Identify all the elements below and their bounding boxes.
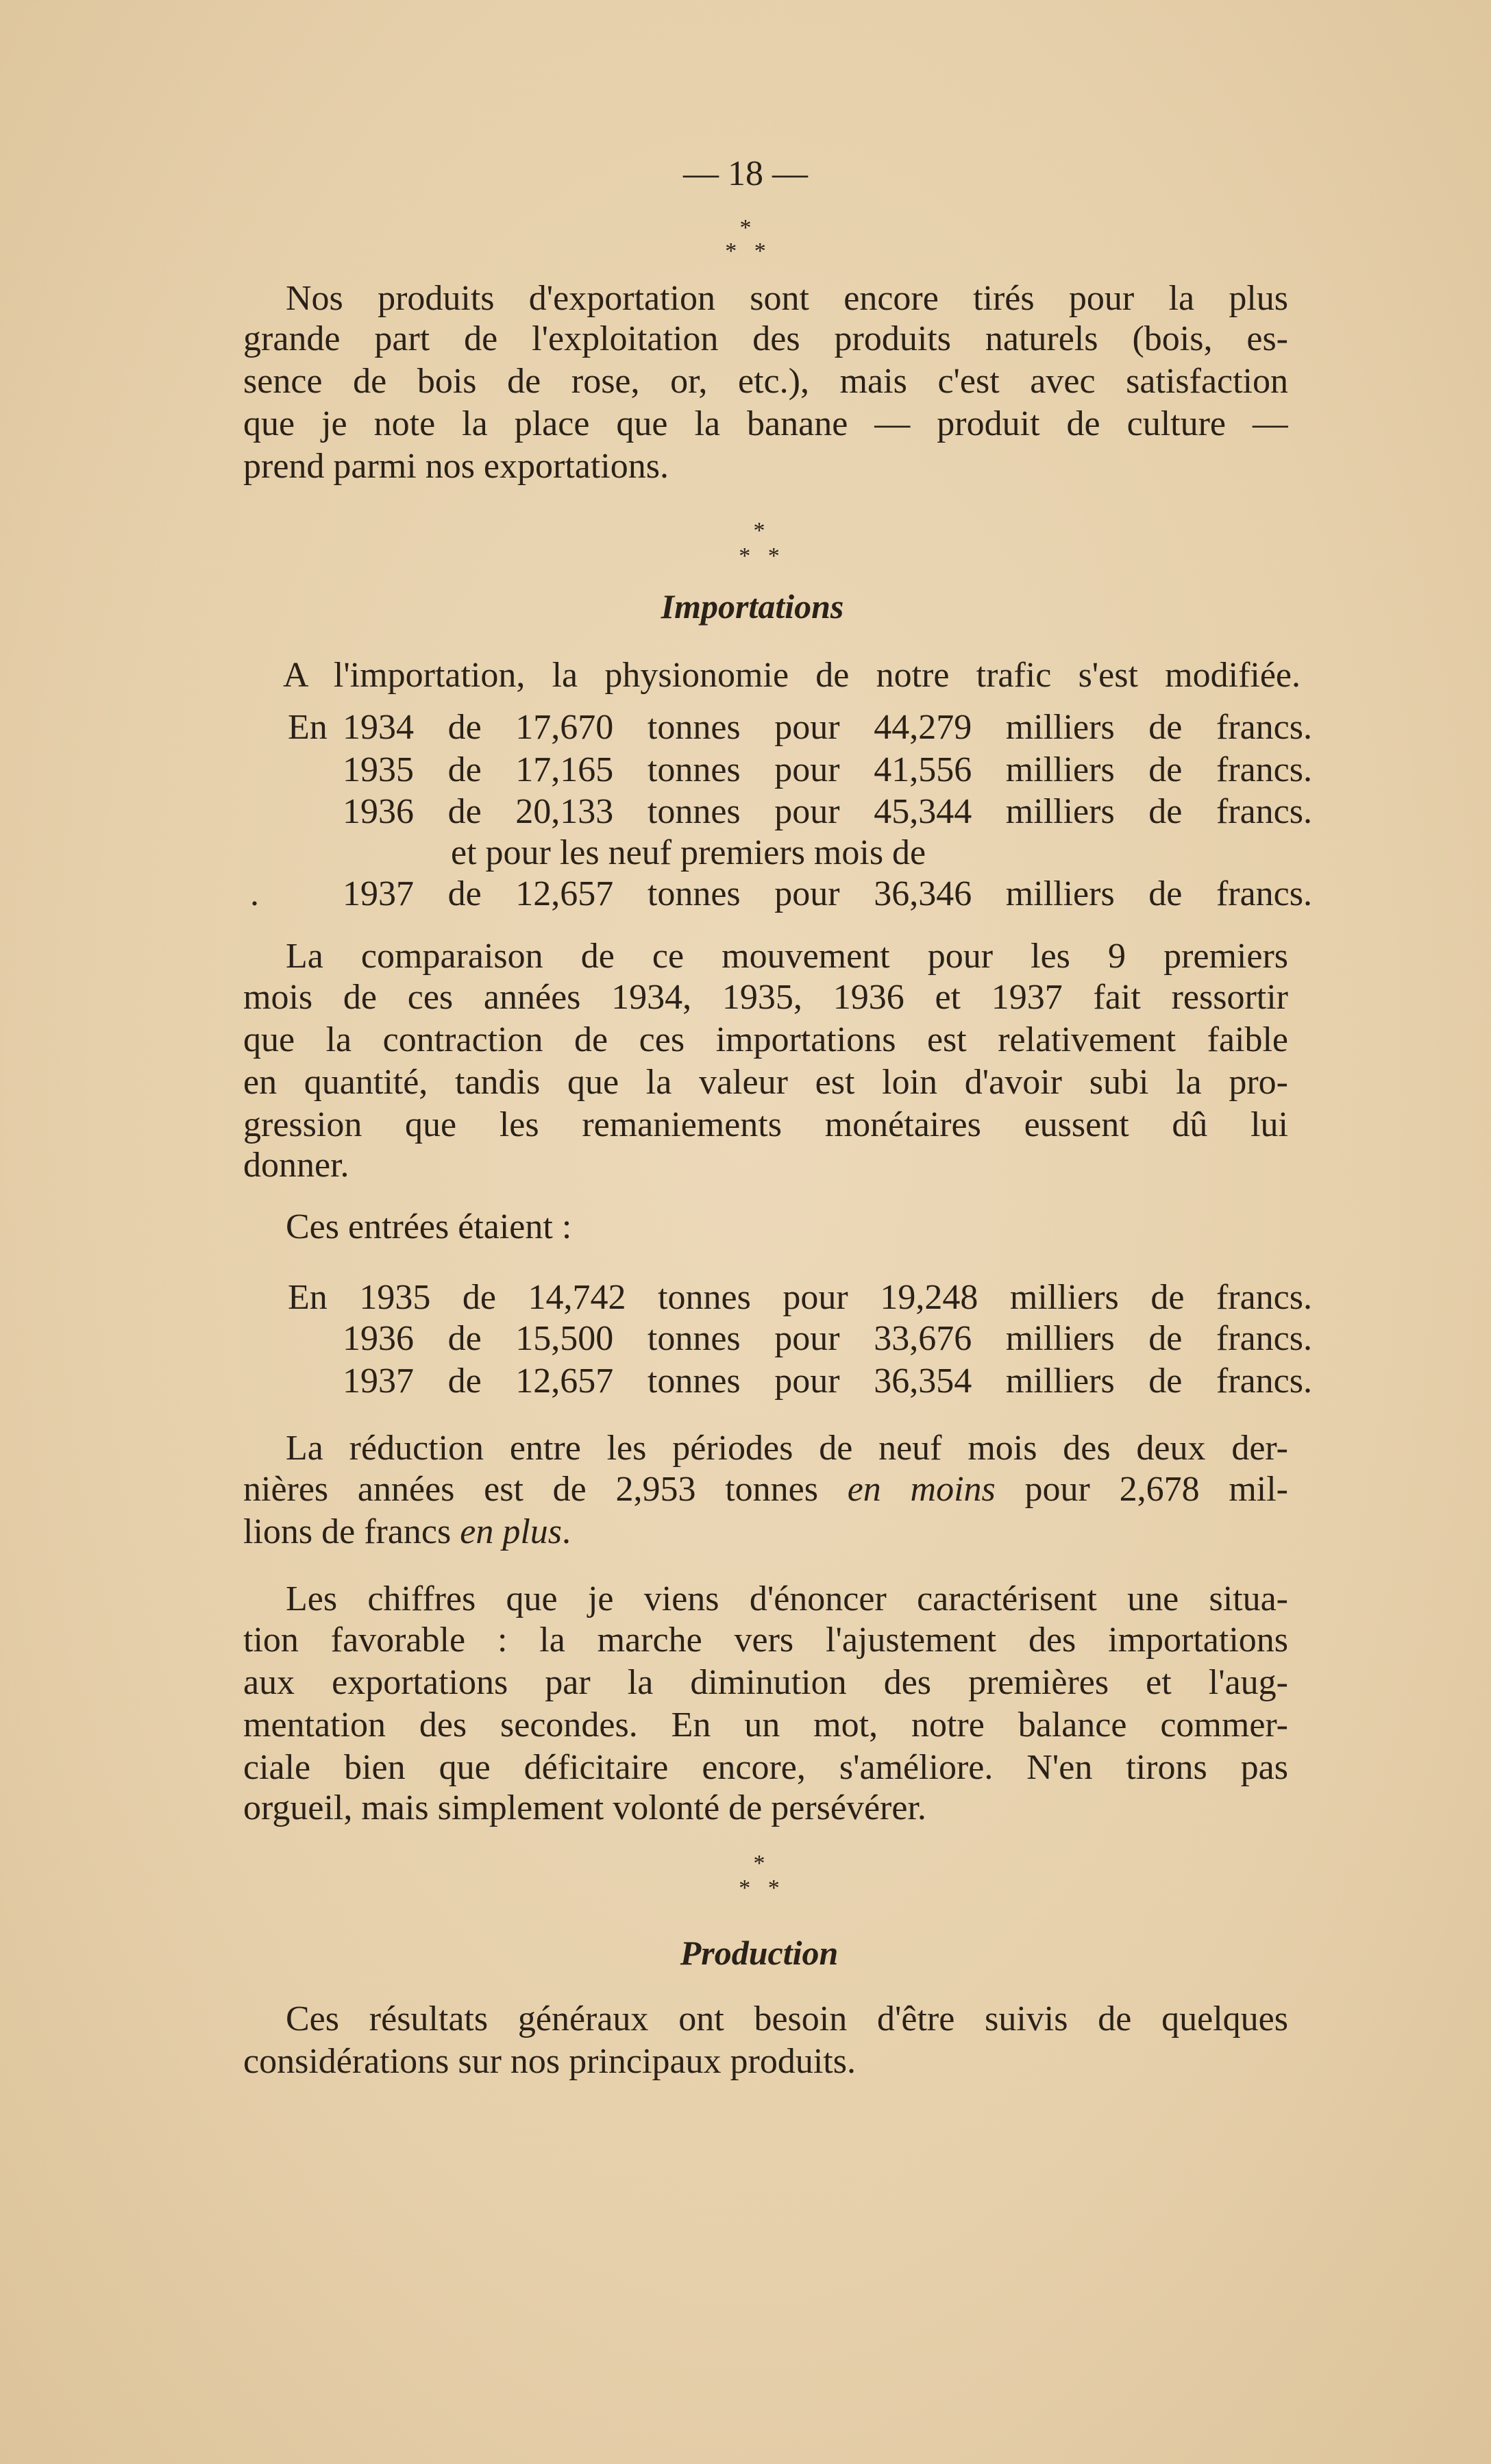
text-line: donner. [243,1146,349,1185]
import-row-note: et pour les neuf premiers mois de [451,833,926,872]
text-line: Les chiffres que je viens d'énoncer caractérisent une situa- [286,1579,1288,1618]
import-row: 1934 de 17,670 tonnes pour 44,279 milliers de francs. [343,708,1312,747]
text-span: . [562,1512,571,1551]
text-line: mentation des secondes. En un mot, notre balance commer- [243,1705,1288,1745]
text-line: mois de ces années 1934, 1935, 1936 et 1937 fait ressortir [243,978,1288,1017]
text-line: que je note la place que la banane — produit de culture — [243,404,1288,443]
text-line: aux exportations par la diminution des premières et l'aug- [243,1663,1288,1702]
asterism-top: * [753,518,765,543]
italic-emphasis: en plus [460,1512,563,1551]
import-row: 1937 de 12,657 tonnes pour 36,346 milliers de francs. [343,874,1312,913]
text-line: tion favorable : la marche vers l'ajustement des importations [243,1621,1288,1660]
text-span: lions de francs [243,1512,460,1551]
entrees-row: 1936 de 15,500 tonnes pour 33,676 milliers de francs. [343,1319,1312,1358]
text-span: nières années est de 2,953 tonnes [243,1470,848,1509]
text-line [243,1468,1288,1511]
import-row: 1935 de 17,165 tonnes pour 41,556 milliers de francs. [343,750,1312,789]
text-line: que la contraction de ces importations est relativement faible [243,1020,1288,1059]
text-line: gression que les remaniements monétaires eussent dû lui [243,1105,1288,1144]
asterism-bottom: * * [739,1875,780,1901]
text-line: ciale bien que déficitaire encore, s'améliore. N'en tirons pas [243,1748,1288,1787]
text-line: prend parmi nos exportations. [243,447,669,486]
text-line: La réduction entre les périodes de neuf mois des deux der- [286,1429,1288,1468]
text-line: Ces résultats généraux ont besoin d'être suivis de quelques [286,1999,1288,2038]
import-row: 1936 de 20,133 tonnes pour 45,344 milliers de francs. [343,792,1312,831]
text-line: considérations sur nos principaux produits. [243,2042,856,2081]
text-line [243,1511,1288,1553]
asterism-top: * [739,215,752,241]
asterism-bottom: * * [739,543,780,569]
row-prefix: En [288,708,328,747]
entrees-row: 1937 de 12,657 tonnes pour 36,354 milliers de francs. [343,1362,1312,1401]
text-span: pour 2,678 mil- [995,1470,1288,1509]
text-line: orgueil, mais simplement volonté de persévérer. [243,1788,926,1827]
page-number: — 18 — [683,154,808,193]
heading-production: Production [680,1934,839,1972]
text-line: grande part de l'exploitation des produits naturels (bois, es- [243,319,1288,358]
heading-importations: Importations [661,587,844,626]
text-line: sence de bois de rose, or, etc.), mais c'est avec satisfaction [243,362,1288,401]
asterism-top: * [753,1851,765,1876]
asterism-bottom: * * [725,238,766,264]
entrees-row: En 1935 de 14,742 tonnes pour 19,248 milliers de francs. [288,1278,1312,1317]
row-prefix: . [250,874,259,913]
text-line: La comparaison de ce mouvement pour les 9 premiers [286,937,1288,976]
text-line: Nos produits d'exportation sont encore tirés pour la plus [286,279,1288,318]
import-intro: A l'importation, la physionomie de notre trafic s'est modifiée. [283,656,1301,695]
entrees-intro: Ces entrées étaient : [286,1207,572,1246]
text-line: en quantité, tandis que la valeur est loin d'avoir subi la pro- [243,1063,1288,1102]
italic-emphasis: en moins [847,1470,996,1509]
